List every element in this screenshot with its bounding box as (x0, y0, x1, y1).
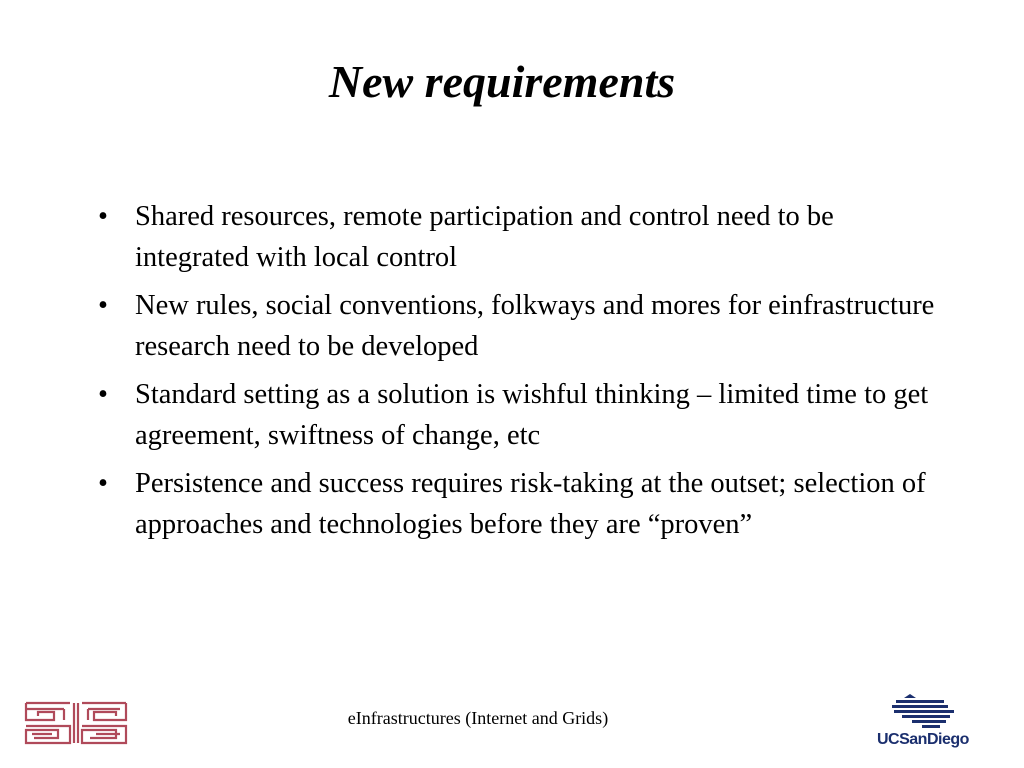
bullet-text: Shared resources, remote participation and control need to be integrated with local control (135, 201, 834, 273)
bullet-item (92, 463, 952, 545)
bullet-marker: • (98, 468, 108, 499)
bullet-item (92, 285, 952, 367)
bullet-text: Persistence and success requires risk-taking at the outset; selection of approaches and technologies before they are “proven” (135, 468, 926, 540)
ucsd-logo-text: UCSanDiego (877, 731, 969, 748)
bullet-marker: • (98, 201, 108, 232)
slide-footer: eInfrastructures (Internet and Grids) (347, 708, 609, 728)
bullet-item (92, 374, 952, 456)
slide-title: New requirements (328, 56, 676, 107)
bullet-text: New rules, social conventions, folkways and mores for einfrastructure research need to be developed (135, 290, 935, 362)
bullet-text: Standard setting as a solution is wishful thinking – limited time to get agreement, swiftness of change, etc (135, 379, 929, 451)
bullet-marker: • (98, 290, 108, 321)
bullet-list (92, 196, 952, 552)
bullet-marker: • (98, 379, 108, 410)
bullet-item (92, 196, 952, 278)
